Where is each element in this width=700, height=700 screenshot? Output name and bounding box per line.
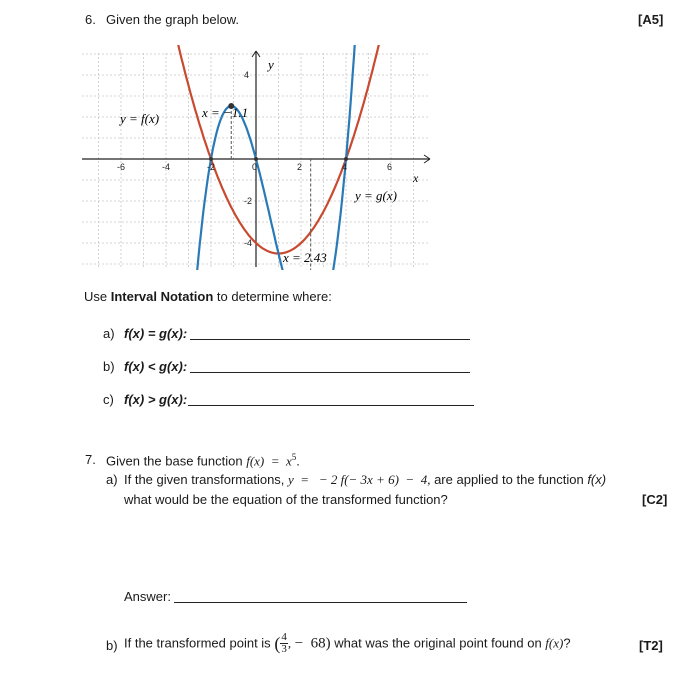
answer-line-c[interactable] [188, 405, 474, 406]
q7a-line2: what would be the equation of the transformed function? [124, 492, 448, 507]
y-tick-label: -4 [244, 238, 253, 248]
q6-number: 6. [85, 12, 96, 27]
intersection-point [254, 157, 258, 161]
intersection-point [209, 157, 213, 161]
q7b-marks: [T2] [639, 638, 663, 653]
max-label: x = −1.1 [202, 105, 249, 120]
q7-number: 7. [85, 452, 96, 467]
q6-part-a-text: f(x) = g(x): [124, 326, 188, 341]
y-tick-label: 4 [244, 70, 250, 80]
point-x-fraction: $\frac{4}{3}$ [281, 631, 287, 656]
q6-part-c-text: f(x) > g(x): [124, 392, 188, 407]
x-tick-label: 2 [297, 162, 303, 172]
x-tick-label: -2 [207, 162, 216, 172]
q7b-text: If the transformed point is ( $\frac{4}{3}$ , − 68) what was the original point found on f(x)? [124, 631, 571, 656]
q6-part-c-letter: c) [103, 392, 114, 407]
q6-marks: [A5] [638, 12, 664, 27]
q6-instruction: Use Interval Notation to determine where: [84, 289, 332, 304]
answer-line-b[interactable] [190, 372, 470, 373]
answer-line-a[interactable] [190, 339, 470, 340]
min-label: x = 2.43 [283, 250, 327, 265]
q7b-letter: b) [106, 638, 118, 653]
g-curve [196, 45, 355, 270]
q6-part-b-text: f(x) < g(x): [124, 359, 188, 374]
graph [80, 45, 440, 270]
q6-prompt: Given the graph below. [106, 12, 239, 27]
q6-part-a-letter: a) [103, 326, 115, 341]
x-tick-label: -4 [162, 162, 171, 172]
x-tick-label: 6 [387, 162, 393, 172]
x-axis-label: x [413, 171, 419, 185]
intersection-point [344, 157, 348, 161]
answer-line-q7[interactable] [174, 602, 467, 603]
g-label: y = g(x) [355, 188, 397, 203]
q6-part-b-letter: b) [103, 359, 115, 374]
q7a-marks: [C2] [642, 492, 668, 507]
q7a-letter: a) [106, 472, 118, 487]
x-tick-label: 0 [252, 162, 258, 172]
x-tick-label: 4 [342, 162, 348, 172]
q7a-text: If the given transformations, y = − 2 f(− 3x + 6) − 4, are applied to the function f(x) [124, 472, 607, 487]
q7-prompt: Given the base function $f(x) = x^5$. [106, 452, 300, 469]
y-tick-label: -2 [244, 196, 253, 206]
f-label: y = f(x) [120, 111, 160, 126]
x-tick-label: -6 [117, 162, 126, 172]
y-axis-label: y [268, 57, 274, 72]
answer-label: Answer: [124, 589, 171, 604]
